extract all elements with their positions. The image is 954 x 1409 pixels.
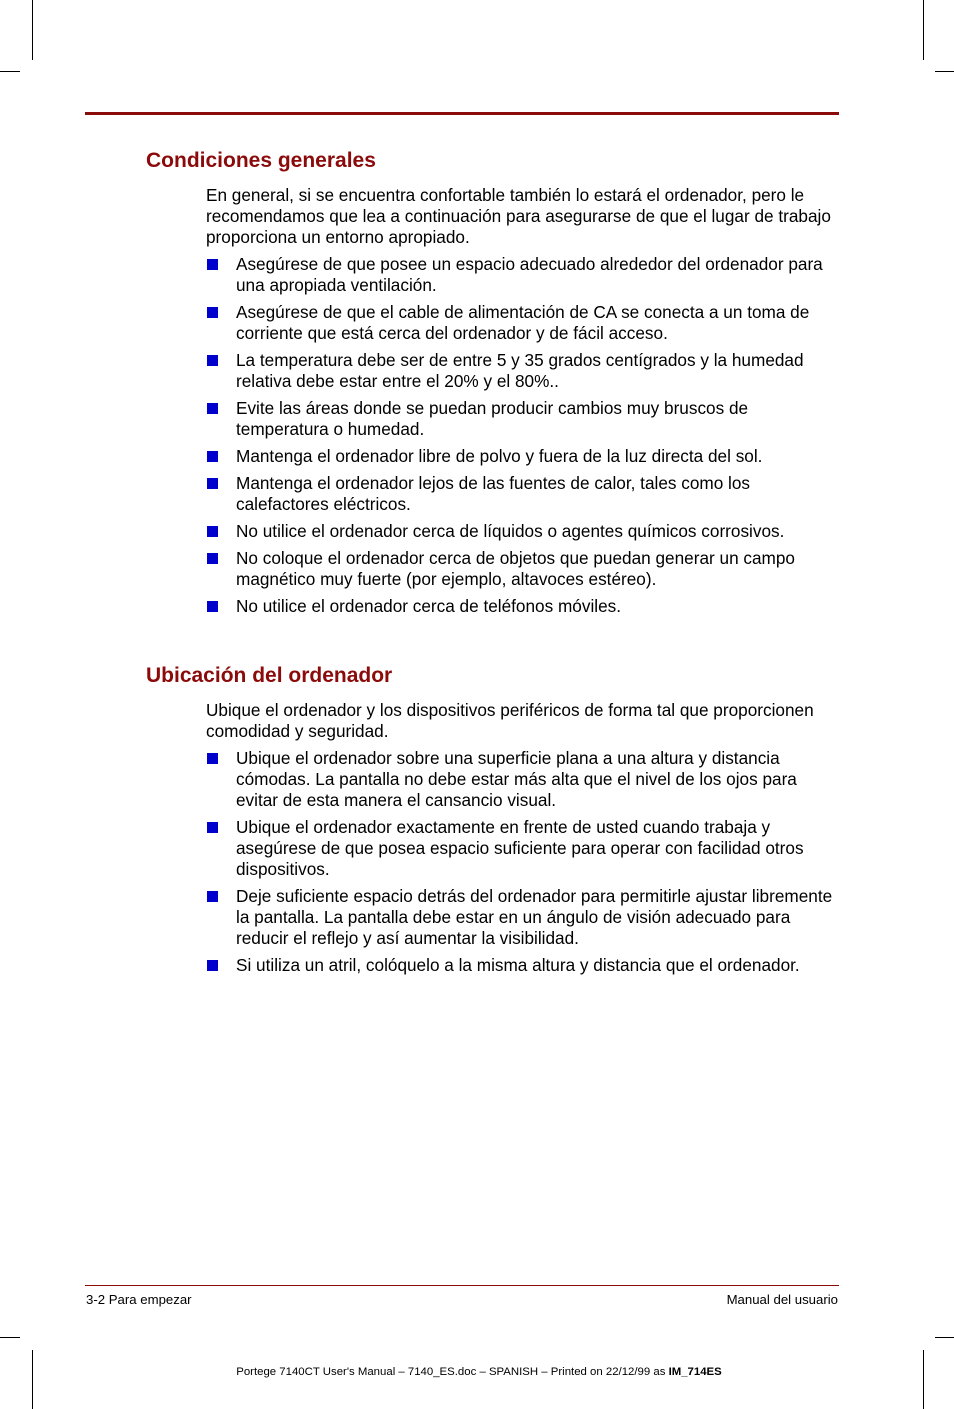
square-bullet-icon (207, 355, 218, 366)
crop-mark (32, 1350, 33, 1409)
square-bullet-icon (207, 960, 218, 971)
square-bullet-icon (207, 601, 218, 612)
list-item (206, 350, 838, 392)
list-item (206, 302, 838, 344)
crop-mark (923, 0, 924, 60)
bullet-list (206, 748, 838, 976)
print-info-text: Portege 7140CT User's Manual – 7140_ES.doc – SPANISH – Printed on 22/12/99 as (236, 1366, 669, 1378)
crop-mark (32, 0, 33, 60)
list-item (206, 521, 838, 542)
list-item-text: Ubique el ordenador exactamente en frente de usted cuando trabaja y asegúrese de que posea espacio suficiente para operar con facilidad otros dispositivos. (236, 817, 804, 879)
list-item (206, 748, 838, 811)
list-item (206, 886, 838, 949)
list-item (206, 817, 838, 880)
section-body-ubicacion (206, 700, 838, 976)
list-item-text: Si utiliza un atril, colóquelo a la misma altura y distancia que el ordenador. (236, 955, 800, 975)
list-item-text: Deje suficiente espacio detrás del ordenador para permitirle ajustar libremente la pantalla. La pantalla debe estar en un ángulo de visión adecuado para reducir el reflejo y así aumentar la visibilidad. (236, 886, 833, 948)
list-item-text: Evite las áreas donde se puedan producir cambios muy bruscos de temperatura o humedad. (236, 398, 749, 439)
list-item (206, 446, 838, 467)
list-item-text: Mantenga el ordenador libre de polvo y fuera de la luz directa del sol. (236, 446, 763, 466)
square-bullet-icon (207, 891, 218, 902)
crop-mark (923, 1350, 924, 1409)
list-item (206, 955, 838, 976)
square-bullet-icon (207, 553, 218, 564)
list-item-text: No utilice el ordenador cerca de teléfonos móviles. (236, 596, 622, 616)
list-item-text: No coloque el ordenador cerca de objetos que puedan generar un campo magnético muy fuerte (por ejemplo, altavoces estéreo). (236, 548, 795, 589)
crop-mark (0, 1337, 20, 1338)
square-bullet-icon (207, 403, 218, 414)
section-heading-condiciones: Condiciones generales (146, 149, 376, 172)
square-bullet-icon (207, 259, 218, 270)
list-item (206, 473, 838, 515)
square-bullet-icon (207, 526, 218, 537)
list-item-text: Mantenga el ordenador lejos de las fuentes de calor, tales como los calefactores eléctricos. (236, 473, 751, 514)
square-bullet-icon (207, 451, 218, 462)
print-info-code: IM_714ES (668, 1366, 722, 1378)
crop-mark (935, 1337, 954, 1338)
section-heading-ubicacion: Ubicación del ordenador (146, 664, 393, 687)
crop-mark (935, 71, 954, 72)
list-item-text: No utilice el ordenador cerca de líquidos o agentes químicos corrosivos. (236, 521, 785, 541)
square-bullet-icon (207, 753, 218, 764)
list-item (206, 254, 838, 296)
print-info-line (0, 1365, 954, 1379)
bullet-list (206, 254, 838, 617)
square-bullet-icon (207, 478, 218, 489)
square-bullet-icon (207, 307, 218, 318)
footer-rule (85, 1285, 839, 1286)
footer-page-label: 3-2 Para empezar (86, 1292, 192, 1307)
list-item-text: Asegúrese de que posee un espacio adecuado alrededor del ordenador para una apropiada ventilación. (236, 254, 823, 295)
list-item (206, 548, 838, 590)
list-item (206, 398, 838, 440)
section-intro: Ubique el ordenador y los dispositivos periféricos de forma tal que proporcionen comodidad y seguridad. (206, 700, 814, 741)
square-bullet-icon (207, 822, 218, 833)
list-item (206, 596, 838, 617)
list-item-text: Ubique el ordenador sobre una superficie plana a una altura y distancia cómodas. La pantalla no debe estar más alta que el nivel de los ojos para evitar de esta manera el cansancio visual. (236, 748, 797, 810)
footer-manual-title: Manual del usuario (726, 1292, 838, 1307)
header-rule (85, 112, 839, 115)
crop-mark (0, 71, 20, 72)
list-item-text: Asegúrese de que el cable de alimentación de CA se conecta a un toma de corriente que está cerca del ordenador y de fácil acceso. (236, 302, 810, 343)
section-intro: En general, si se encuentra confortable también lo estará el ordenador, pero le recomendamos que lea a continuación para asegurarse de que el lugar de trabajo proporciona un entorno apropiado. (206, 185, 831, 247)
section-body-condiciones (206, 185, 838, 617)
list-item-text: La temperatura debe ser de entre 5 y 35 grados centígrados y la humedad relativa debe estar entre el 20% y el 80%.. (236, 350, 804, 391)
